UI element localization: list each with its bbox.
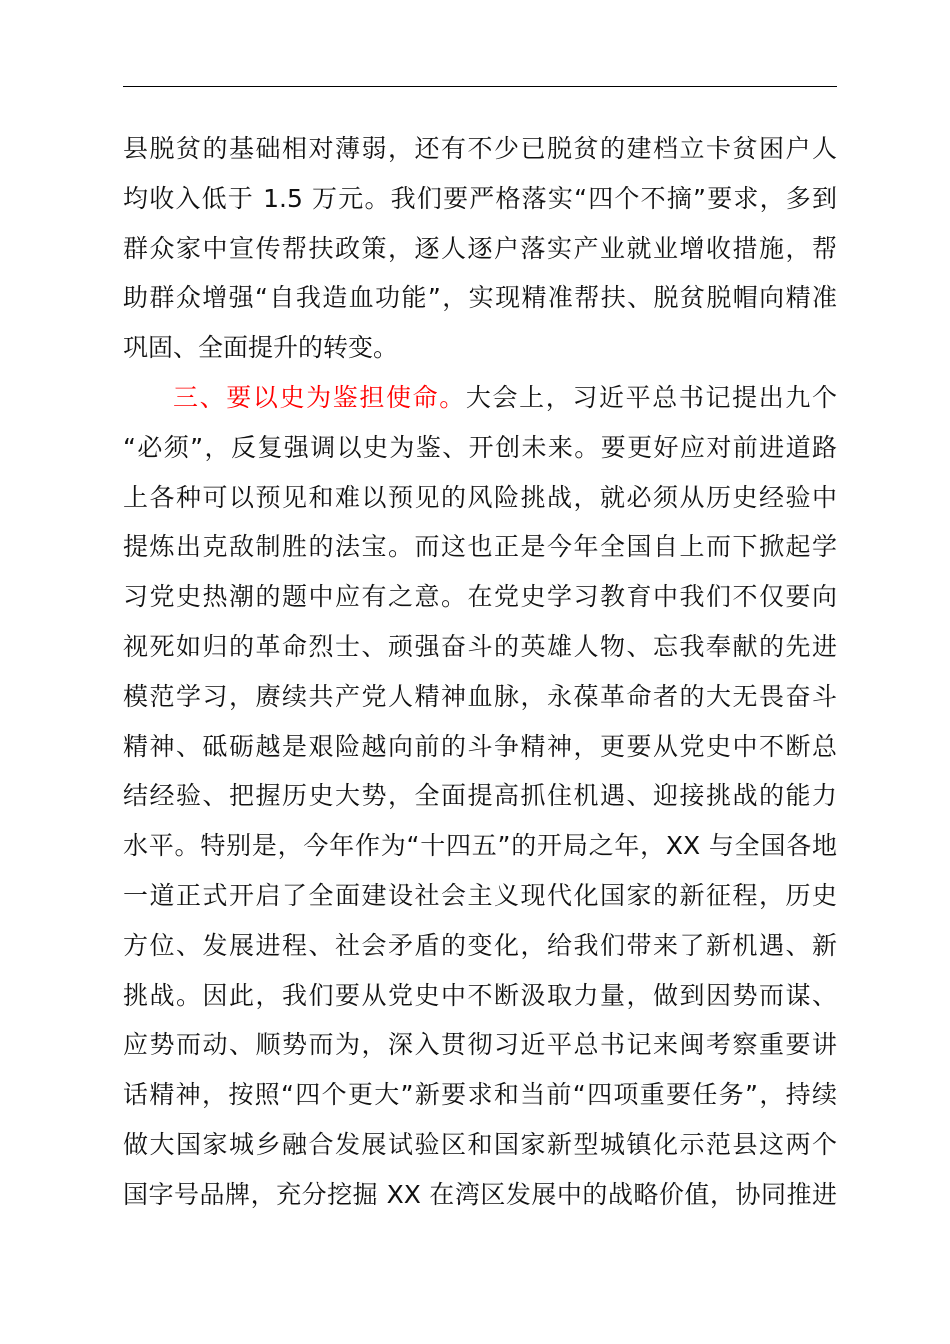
text-line: 国字号品牌，充分挖掘 XX 在湾区发展中的战略价值，协同推进 xyxy=(123,1179,837,1209)
text-line: 模范学习，赓续共产党人精神血脉，永葆革命者的大无畏奋斗 xyxy=(123,681,837,711)
text-line: 结经验、把握历史大势，全面提高抓住机遇、迎接挑战的能力 xyxy=(123,781,837,811)
heading-followup-text: 大会上，习近平总书记提出九个 xyxy=(465,382,837,412)
text-line: 精神、砥砺越是艰险越向前的斗争精神，更要从党史中不断总 xyxy=(123,731,837,761)
section-heading: 三、要以史为鉴担使命。 xyxy=(173,382,466,412)
text-line: 提炼出克敌制胜的法宝。而这也正是今年全国自上而下掀起学 xyxy=(123,532,837,562)
text-line: 一道正式开启了全面建设社会主义现代化国家的新征程，历史 xyxy=(123,880,837,910)
text-line: 上各种可以预见和难以预见的风险挑战，就必须从历史经验中 xyxy=(123,482,837,512)
text-line: 县脱贫的基础相对薄弱，还有不少已脱贫的建档立卡贫困户人 xyxy=(123,134,837,163)
text-line: 习党史热潮的题中应有之意。在党史学习教育中我们不仅要向 xyxy=(123,582,837,612)
document-body xyxy=(123,124,837,1220)
text-line-first xyxy=(123,373,837,423)
paragraph-2 xyxy=(123,373,837,1220)
text-line: 巩固、全面提升的转变。 xyxy=(123,333,399,363)
text-line: 均收入低于 1.5 万元。我们要严格落实“四个不摘”要求，多到 xyxy=(123,183,837,213)
text-line: 助群众增强“自我造血功能”，实现精准帮扶、脱贫脱帽向精准 xyxy=(123,283,837,313)
text-line: 方位、发展进程、社会矛盾的变化，给我们带来了新机遇、新 xyxy=(123,930,837,960)
text-line: “必须”，反复强调以史为鉴、开创未来。要更好应对前进道路 xyxy=(123,432,837,462)
text-line: 水平。特别是，今年作为“十四五”的开局之年，XX 与全国各地 xyxy=(123,831,837,861)
text-line: 视死如归的革命烈士、顽强奋斗的英雄人物、忘我奉献的先进 xyxy=(123,631,837,661)
header-rule xyxy=(123,86,837,87)
paragraph-1 xyxy=(123,124,837,373)
text-line: 应势而动、顺势而为，深入贯彻习近平总书记来闽考察重要讲 xyxy=(123,1030,837,1060)
text-line: 做大国家城乡融合发展试验区和国家新型城镇化示范县这两个 xyxy=(123,1129,837,1159)
text-line: 话精神，按照“四个更大”新要求和当前“四项重要任务”，持续 xyxy=(123,1080,837,1110)
text-line: 挑战。因此，我们要从党史中不断汲取力量，做到因势而谋、 xyxy=(123,980,837,1010)
text-line: 群众家中宣传帮扶政策，逐人逐户落实产业就业增收措施，帮 xyxy=(123,233,837,263)
